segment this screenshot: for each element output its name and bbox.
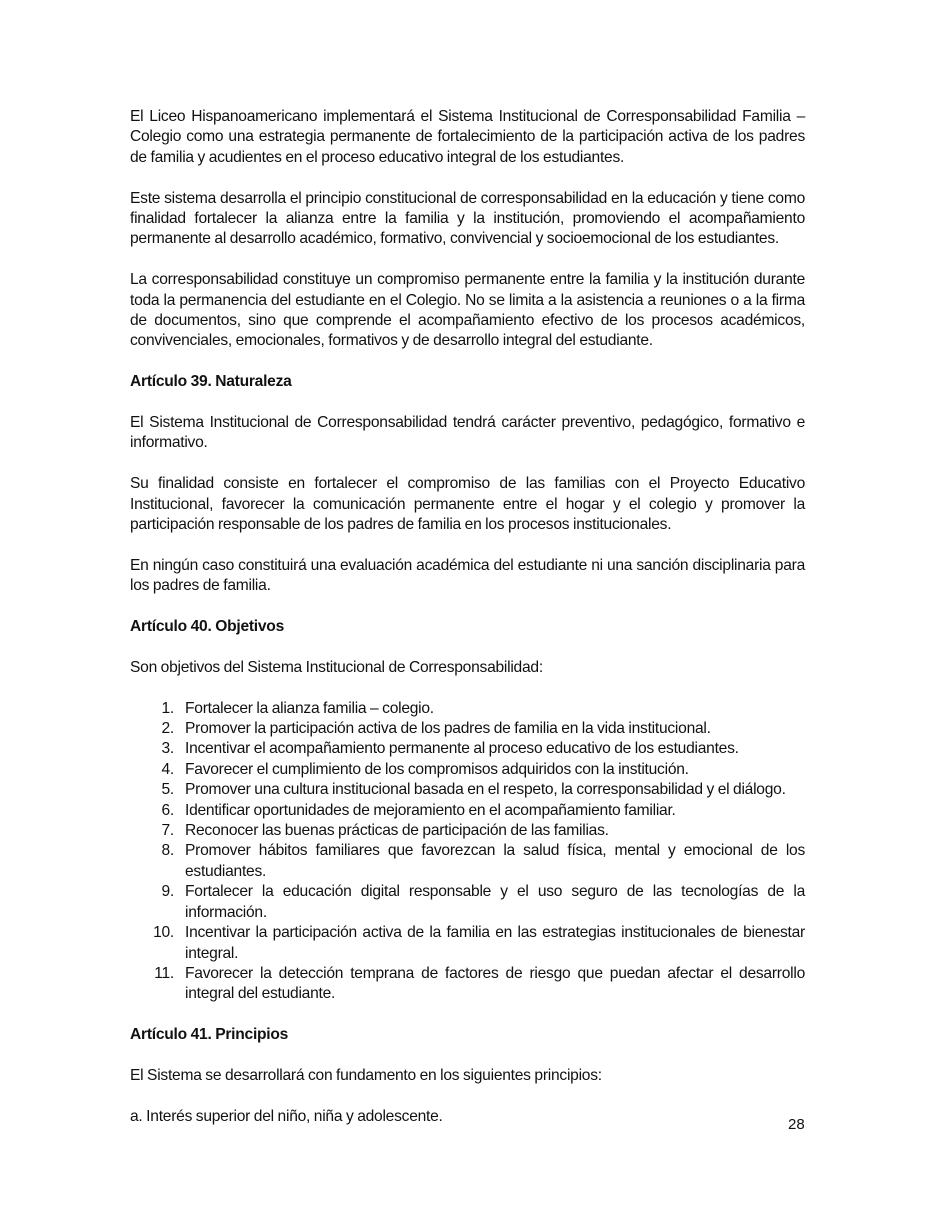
list-number: 2. [161, 720, 174, 738]
list-number: 1. [161, 699, 174, 717]
list-item [130, 841, 805, 882]
list-text: Fortalecer la educación digital responsable y el uso seguro de las tecnologías de la información. [185, 883, 805, 921]
page-body [130, 107, 805, 1148]
list-number: 3. [161, 740, 174, 758]
list-text: Favorecer el cumplimiento de los compromisos adquiridos con la institución. [185, 760, 689, 778]
list-number: 11. [154, 964, 174, 982]
article-39-paragraph-3: En ningún caso constituirá una evaluación académica del estudiante ni una sanción disciplinaria para los padres de familia. [130, 556, 805, 595]
list-text: Promover hábitos familiares que favorezcan la salud física, mental y emocional de los estudiantes. [185, 842, 805, 880]
list-item [130, 739, 805, 759]
principle-a: a. Interés superior del niño, niña y adolescente. [130, 1107, 443, 1125]
article-41-heading: Artículo 41. Principios [130, 1026, 289, 1044]
list-item [130, 923, 805, 964]
intro-paragraph-2: Este sistema desarrolla el principio constitucional de corresponsabilidad en la educación y tiene como finalidad fortalecer la alianza entre la familia y la institución, promoviendo el acompañamiento permanente al desarrollo académico, formativo, convivencial y socioemocional de los estudiantes. [130, 189, 805, 248]
article-40-intro: Son objetivos del Sistema Institucional de Corresponsabilidad: [130, 658, 543, 676]
list-text: Fortalecer la alianza familia – colegio. [185, 699, 434, 717]
list-number: 8. [161, 842, 174, 860]
list-item [130, 964, 805, 1005]
list-item [130, 821, 805, 841]
list-text: Promover la participación activa de los padres de familia en la vida institucional. [185, 720, 711, 738]
intro-paragraph-1: El Liceo Hispanoamericano implementará el Sistema Institucional de Corresponsabilidad Familia – Colegio como una estrategia permanente de fortalecimiento de la participación activa de los padres de familia y acudientes en el proceso educativo integral de los estudiantes. [130, 108, 805, 166]
list-number: 5. [161, 781, 174, 799]
list-text: Promover una cultura institucional basada en el respeto, la corresponsabilidad y el diálogo. [185, 781, 786, 799]
list-number: 9. [161, 883, 174, 901]
article-39-heading: Artículo 39. Naturaleza [130, 373, 292, 391]
list-text: Favorecer la detección temprana de factores de riesgo que puedan afectar el desarrollo integral del estudiante. [185, 964, 805, 1003]
list-number: 10. [153, 924, 174, 942]
list-text: Incentivar el acompañamiento permanente al proceso educativo de los estudiantes. [185, 740, 739, 758]
article-40-heading: Artículo 40. Objetivos [130, 618, 285, 636]
list-item [130, 699, 805, 719]
list-number: 6. [161, 801, 174, 819]
objectives-list [130, 699, 805, 1005]
article-39-paragraph-2: Su finalidad consiste en fortalecer el compromiso de las familias con el Proyecto Educativo Institucional, favorecer la comunicación permanente entre el hogar y el colegio y promover la participación responsable de los padres de familia en los procesos institucionales. [130, 475, 805, 534]
list-number: 7. [161, 822, 174, 840]
page-number: 28 [788, 1116, 805, 1133]
intro-paragraph-3: La corresponsabilidad constituye un compromiso permanente entre la familia y la institución durante toda la permanencia del estudiante en el Colegio. No se limita a la asistencia a reuniones o a la firma de documentos, sino que comprende el acompañamiento efectivo de los procesos académicos, convivenciales, emocionales, formativos y de desarrollo integral del estudiante. [130, 271, 805, 350]
list-item [130, 801, 805, 821]
list-item [130, 882, 805, 923]
list-text: Incentivar la participación activa de la familia en las estrategias institucionales de bienestar integral. [185, 924, 805, 962]
article-39-paragraph-1: El Sistema Institucional de Corresponsabilidad tendrá carácter preventivo, pedagógico, formativo e informativo. [130, 414, 805, 452]
article-41-intro: El Sistema se desarrollará con fundamento en los siguientes principios: [130, 1066, 602, 1084]
list-number: 4. [161, 760, 174, 778]
list-item [130, 780, 805, 800]
list-text: Reconocer las buenas prácticas de participación de las familias. [185, 822, 609, 840]
list-text: Identificar oportunidades de mejoramiento en el acompañamiento familiar. [185, 801, 676, 819]
list-item [130, 760, 805, 780]
list-item [130, 719, 805, 739]
